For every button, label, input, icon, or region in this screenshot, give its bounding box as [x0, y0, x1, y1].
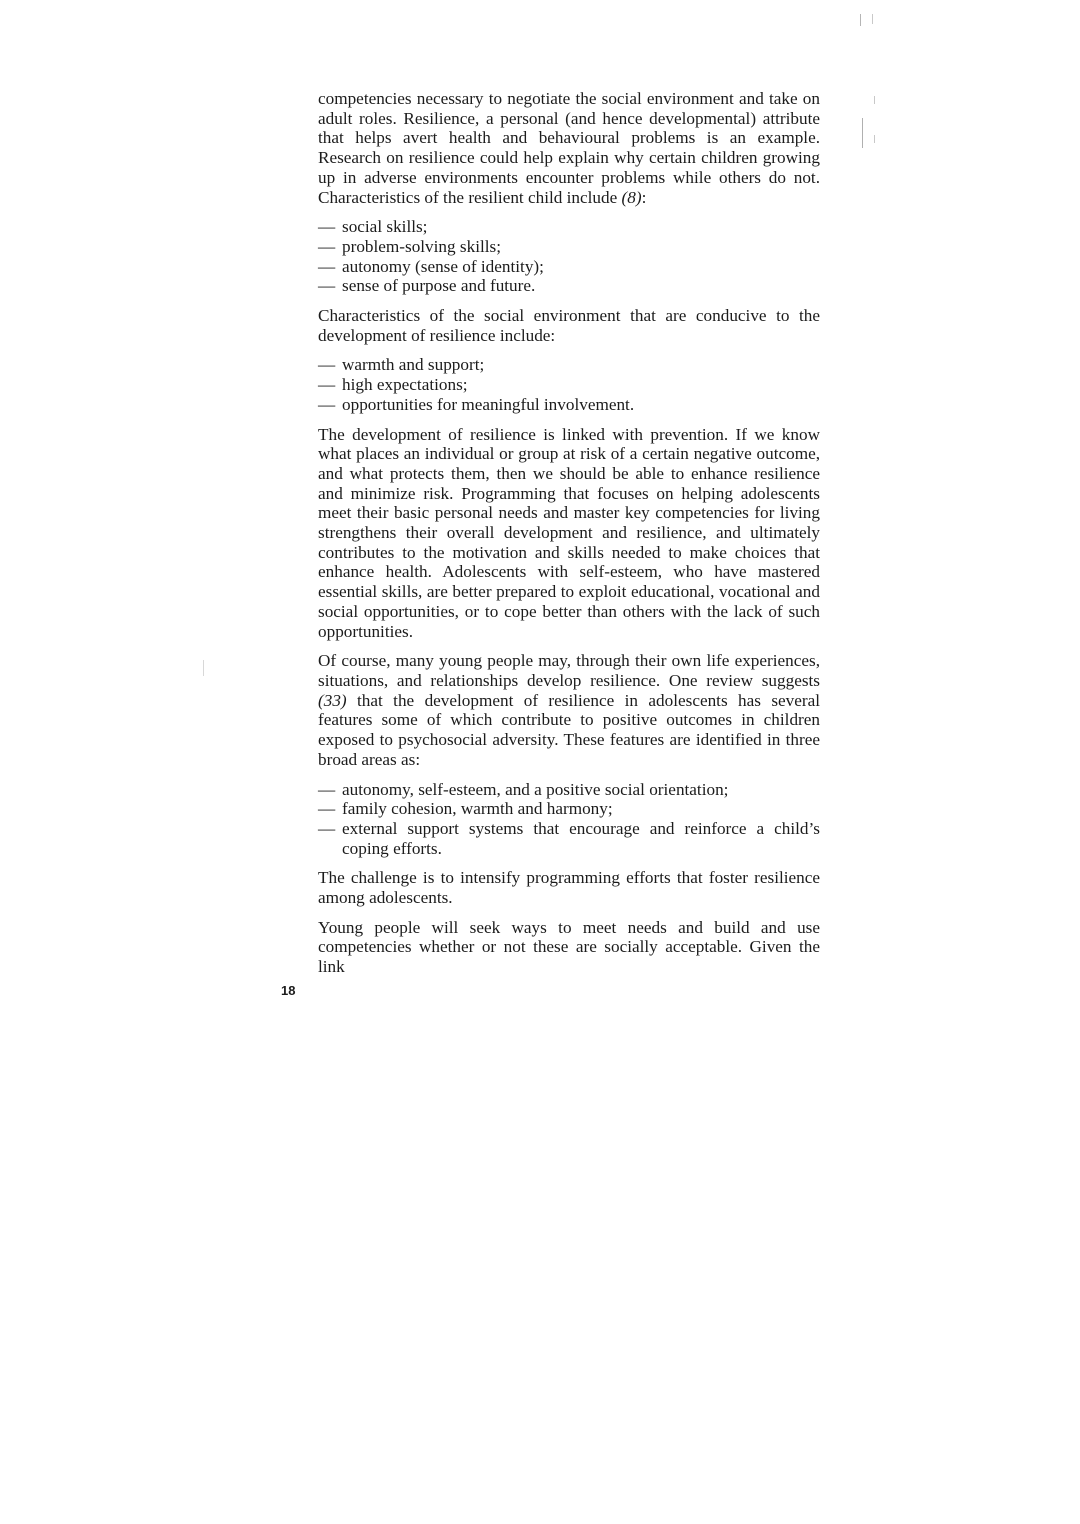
scan-artifact-mark: [874, 135, 875, 143]
list-item: — warmth and support;: [318, 355, 820, 375]
paragraph-resilience-intro: [318, 89, 820, 207]
paragraph-text: :: [641, 187, 647, 207]
body-text: [318, 89, 820, 987]
page-number: 18: [281, 983, 296, 998]
paragraph-social-environment: Characteristics of the social environment that are conducive to the development of resilience include:: [318, 306, 820, 345]
social-environment-list: [318, 355, 820, 414]
list-item: — social skills;: [318, 217, 820, 237]
list-item: — external support systems that encourage and reinforce a child’s coping efforts.: [318, 819, 820, 858]
feature-areas-list: [318, 780, 820, 859]
resilient-child-list: [318, 217, 820, 296]
paragraph-young-people: Young people will seek ways to meet needs and build and use competencies whether or not these are socially acceptable. Given the link: [318, 917, 820, 977]
paragraph-prevention: The development of resilience is linked with prevention. If we know what places an individual or group at risk of a certain negative outcome, and what protects them, then we should be able to enhance resilience and minimize risk. Programming that focuses on helping adolescents meet their basic personal needs and master key competencies for living strengthens their overall development and resilience, and ultimately contributes to the motivation and skills needed to make choices that enhance health. Adolescents with self-esteem, who have mastered essential skills, are better prepared to exploit educational, vocational and social opportunities, or to cope better than others with the lack of such opportunities.: [318, 424, 820, 641]
scan-artifact-mark: [872, 14, 873, 24]
scan-artifact-mark: [203, 660, 204, 676]
list-item: — sense of purpose and future.: [318, 276, 820, 296]
scan-artifact-mark: [860, 14, 861, 26]
paragraph-text: competencies necessary to negotiate the social environment and take on adult roles. Resilience, a personal (and hence developmental) attribute that helps avert health and behavioural problems is an example. Research on resilience could help explain why certain children growing up in adverse environments encounter problems while others do not. Characteristics of the resilient child include: [318, 89, 820, 207]
list-item: — family cohesion, warmth and harmony;: [318, 799, 820, 819]
reference-citation: (8): [621, 187, 642, 207]
list-item: — autonomy, self-esteem, and a positive social orientation;: [318, 780, 820, 800]
reference-citation: (33): [318, 690, 347, 710]
list-item: — high expectations;: [318, 375, 820, 395]
scan-artifact-mark: [862, 118, 863, 148]
list-item: — opportunities for meaningful involvement.: [318, 395, 820, 415]
paragraph-text: Of course, many young people may, through their own life experiences, situations, and relationships develop resilience. One review suggests: [318, 651, 820, 690]
paragraph-challenge: The challenge is to intensify programming efforts that foster resilience among adolescents.: [318, 868, 820, 908]
paragraph-text: that the development of resilience in adolescents has several features some of which contribute to positive outcomes in children exposed to psychosocial adversity. These features are identified in three broad areas as:: [318, 690, 820, 769]
paragraph-life-experiences: [318, 651, 820, 769]
list-item: — autonomy (sense of identity);: [318, 257, 820, 277]
scan-artifact-mark: [874, 96, 875, 104]
list-item: — problem-solving skills;: [318, 237, 820, 257]
